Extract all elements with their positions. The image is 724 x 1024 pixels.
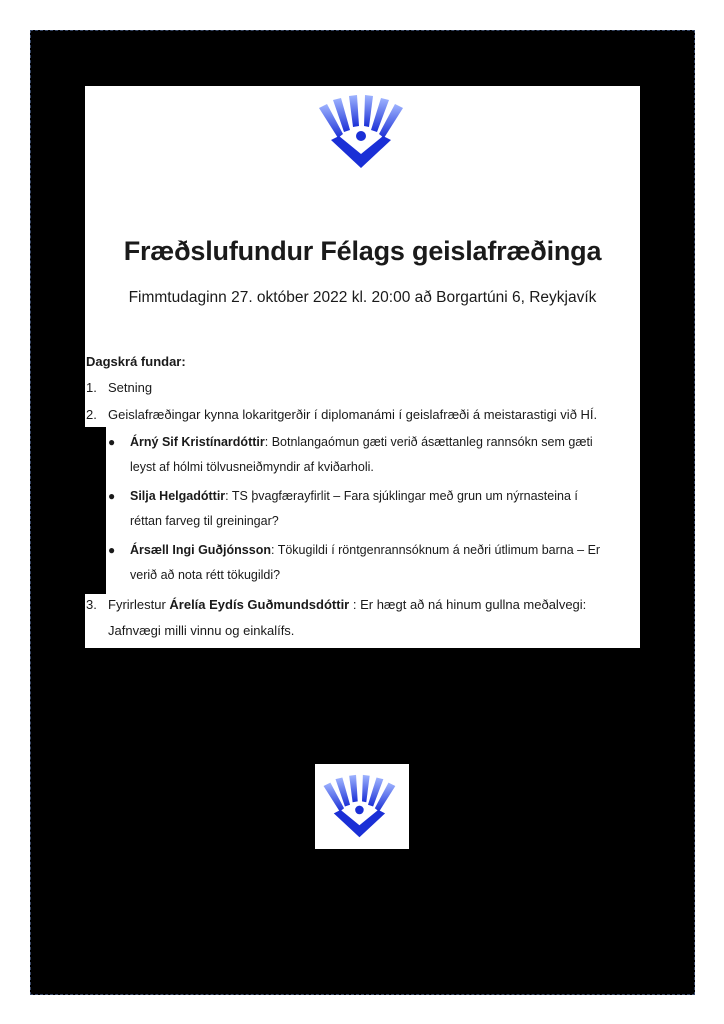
presenter-name: Árný Sif Kristínardóttir	[130, 435, 265, 449]
presenter-name: Silja Helgadóttir	[130, 489, 226, 503]
presentation-title: : TS þvagfærayfirlit – Fara sjúklingar með grun um nýrnasteina í	[225, 489, 578, 503]
agenda-item-number: 2.	[86, 407, 97, 422]
agenda-item-1	[86, 375, 634, 401]
presenter-name: Ársæll Ingi Guðjónsson	[130, 543, 271, 557]
presentation-item	[108, 430, 628, 480]
presentation-title: : Botnlangaómun gæti verið ásættanleg rannsókn sem gæti	[264, 435, 593, 449]
agenda-item-number: 1.	[86, 380, 97, 395]
presentation-title-cont: réttan farveg til greiningar?	[130, 514, 279, 528]
presentation-title-cont: leyst af hólmi tölvusneiðmyndir af kviðarholi.	[130, 460, 374, 474]
agenda-item-3-cont: Jafnvægi milli vinnu og einkalífs.	[108, 623, 295, 638]
event-date-location: Fimmtudaginn 27. október 2022 kl. 20:00 að Borgartúni 6, Reykjavík	[128, 289, 597, 306]
agenda-item-prefix: Fyrirlestur	[108, 597, 170, 612]
speaker-name: Árelía Eydís Guðmundsdóttir	[169, 597, 350, 612]
bullet-icon: ●	[108, 543, 116, 557]
association-logo-bottom	[315, 764, 409, 849]
agenda-item-text: Setning	[108, 380, 153, 395]
agenda-item-2	[86, 402, 634, 428]
bullet-icon: ●	[108, 435, 116, 449]
page-title: Fræðslufundur Félags geislafræðinga	[123, 236, 602, 266]
agenda-heading: Dagskrá fundar:	[86, 354, 186, 369]
presentation-title: : Tökugildi í röntgenrannsóknum á neðri útlimum barna – Er	[270, 543, 601, 557]
agenda-item-text: Geislafræðingar kynna lokaritgerðir í diplomanámi í geislafræði á meistarastigi við HÍ.	[108, 407, 598, 422]
bullet-icon: ●	[108, 489, 116, 503]
association-logo-top	[309, 92, 419, 172]
agenda-item-3	[86, 592, 634, 618]
left-margin-block	[85, 427, 106, 594]
agenda-item-number: 3.	[86, 597, 97, 612]
presentation-title-cont: verið að nota rétt tökugildi?	[130, 568, 281, 582]
agenda-item-text: : Er hægt að ná hinum gullna meðalvegi:	[349, 597, 587, 612]
presentation-item	[108, 538, 628, 588]
presentation-item	[108, 484, 628, 534]
